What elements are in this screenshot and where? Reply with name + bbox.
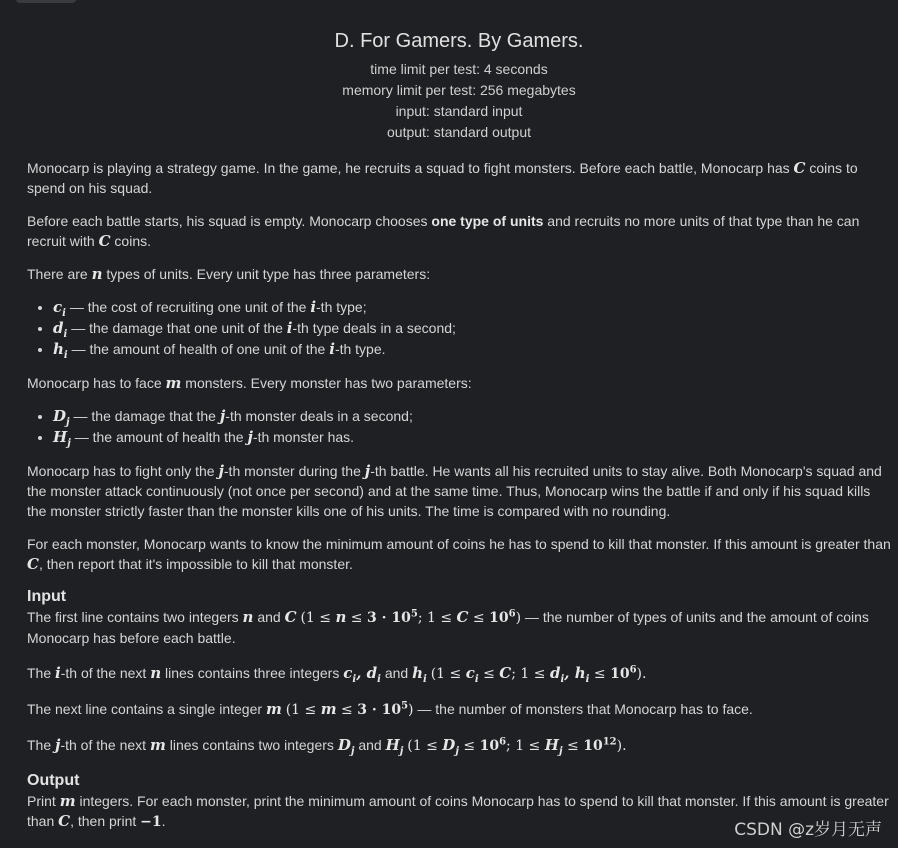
csdn-watermark: CSDN @z岁月无声 — [734, 820, 882, 840]
list-item: • $h_i$ — the amount of health of one unit of the i-th type. — [53, 339, 893, 360]
list-item: • $c_i$ — the cost of recruiting one unit of the i-th type; — [53, 297, 893, 318]
output-spec: output: standard output — [387, 124, 531, 140]
statement-paragraph: For each monster, Monocarp wants to know the minimum amount of coins he has to spend to kill that monster. If this amount is greater than C, then report that it's impossible to kill that monster. — [27, 536, 891, 573]
statement-paragraph: Before each battle starts, his squad is empty. Monocarp chooses one type of units and recruits no more units of that type than he can recruit with C coins. — [27, 213, 860, 250]
input-line: The next line contains a single integer m $(1 \le m \le 3 \cdot 10^5)$ — the number of monsters that Monocarp has to face. — [27, 700, 753, 718]
memory-limit: memory limit per test: 256 megabytes — [342, 82, 576, 98]
list-item: • $d_i$ — the damage that one unit of the i-th type deals in a second; — [53, 318, 893, 339]
input-spec: input: standard input — [395, 103, 523, 119]
statement-paragraph: Monocarp has to fight only the j-th monster during the j-th battle. He wants all his recruited units to stay alive. Both Monocarp's squad and the monster attack continuously (not once per second) and at the same time. Thus, Monocarp wins the battle if and only if his squad kills the monster strictly faster than the monster kills one of his units. The time is compared with no rounding. — [27, 462, 882, 519]
statement-paragraph: Monocarp is playing a strategy game. In the game, he recruits a squad to fight monsters. Before each battle, Monocarp has C coins to spend on his squad. — [27, 159, 858, 196]
output-line: Print m integers. For each monster, print the minimum amount of coins Monocarp has to spend to kill that monster. If this amount is greater than C, then print −1. — [27, 792, 889, 830]
problem-header — [0, 28, 898, 143]
monster-parameter-list — [27, 406, 893, 448]
problem-title: D. For Gamers. By Gamers. — [334, 30, 584, 52]
time-limit: time limit per test: 4 seconds — [370, 61, 548, 77]
statement-paragraph: Monocarp has to face m monsters. Every monster has two parameters: — [27, 374, 472, 392]
top-tab-stub — [16, 0, 76, 3]
input-section-title: Input — [27, 588, 67, 605]
input-line: The j-th of the next m lines contains two integers $D_j$ and $H_j$ ($1 \le D_j \le 10^6$; $1 \le H_j \le 10^{12}$). — [27, 736, 627, 757]
statement-paragraph: There are n types of units. Every unit type has three parameters: — [27, 265, 431, 283]
list-item: • $D_j$ — the damage that the j-th monster deals in a second; — [53, 406, 893, 427]
output-section-title: Output — [27, 772, 80, 789]
problem-statement — [27, 158, 893, 845]
input-line: The i-th of the next n lines contains three integers $c_i$, $d_i$ and $h_i$ ($1 \le c_i \le C$; $1 \le d_i$, $h_i \le 10^6$). — [27, 664, 647, 685]
unit-parameter-list — [27, 297, 893, 360]
list-item: • $H_j$ — the amount of health the j-th monster has. — [53, 427, 893, 448]
input-line: The first line contains two integers n and C ($1 \le n \le 3 \cdot 10^5$; $1 \le C \le 10^6$) — the number of types of units and the amount of coins Monocarp has before each battle. — [27, 608, 869, 646]
